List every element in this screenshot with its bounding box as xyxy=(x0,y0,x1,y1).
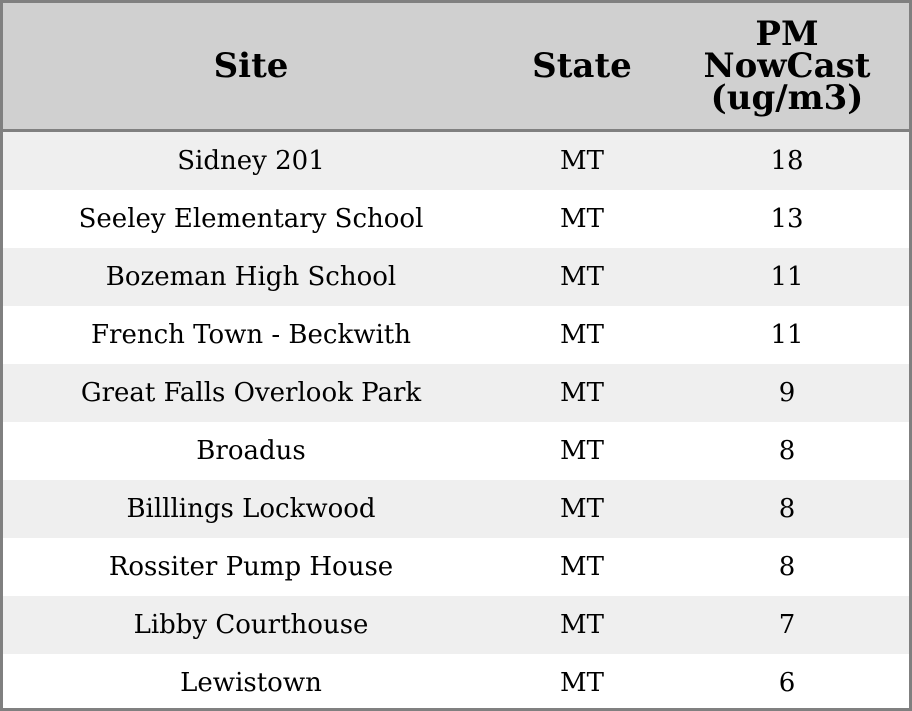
cell-state: MT xyxy=(560,262,604,292)
table-body xyxy=(3,132,909,711)
cell-state: MT xyxy=(560,204,604,234)
cell-site: Rossiter Pump House xyxy=(108,552,394,582)
cell-pm-nowcast: 8 xyxy=(778,436,796,466)
table-row xyxy=(3,654,909,711)
cell-pm-nowcast: 11 xyxy=(770,262,804,292)
cell-state: MT xyxy=(560,494,604,524)
cell-state: MT xyxy=(560,436,604,466)
cell-pm-nowcast: 8 xyxy=(778,552,796,582)
header-pm-line-3: (ug/m3) xyxy=(710,78,864,118)
cell-pm-nowcast: 8 xyxy=(778,494,796,524)
cell-pm-nowcast: 6 xyxy=(778,668,796,698)
cell-state: MT xyxy=(560,668,604,698)
cell-site: Broadus xyxy=(196,436,306,466)
cell-pm-nowcast: 18 xyxy=(770,146,804,176)
cell-site: Libby Courthouse xyxy=(133,610,369,640)
table-row xyxy=(3,132,909,190)
table-row xyxy=(3,422,909,480)
cell-state: MT xyxy=(560,552,604,582)
table-row xyxy=(3,190,909,248)
cell-site: Bozeman High School xyxy=(105,262,397,292)
cell-site: French Town - Beckwith xyxy=(90,320,412,350)
table-header xyxy=(3,3,909,132)
header-state xyxy=(499,3,665,129)
header-pm-nowcast-label xyxy=(703,14,871,118)
cell-state: MT xyxy=(560,320,604,350)
table-row xyxy=(3,538,909,596)
cell-pm-nowcast: 13 xyxy=(770,204,804,234)
cell-site: Great Falls Overlook Park xyxy=(80,378,422,408)
table-row xyxy=(3,306,909,364)
cell-site: Sidney 201 xyxy=(177,146,325,176)
header-site xyxy=(3,3,499,129)
cell-state: MT xyxy=(560,378,604,408)
table-row xyxy=(3,480,909,538)
cell-state: MT xyxy=(560,610,604,640)
cell-pm-nowcast: 9 xyxy=(778,378,796,408)
cell-site: Lewistown xyxy=(180,668,322,698)
header-site-label: Site xyxy=(213,46,289,86)
table-row xyxy=(3,596,909,654)
header-state-label: State xyxy=(532,46,632,86)
header-pm-line-1: PM xyxy=(755,14,819,54)
cell-pm-nowcast: 7 xyxy=(778,610,796,640)
cell-site: Seeley Elementary School xyxy=(78,204,424,234)
cell-site: Billlings Lockwood xyxy=(126,494,376,524)
header-pm-nowcast xyxy=(665,3,909,129)
table-row xyxy=(3,364,909,422)
cell-state: MT xyxy=(560,146,604,176)
header-pm-line-2: NowCast xyxy=(703,46,871,86)
table-row xyxy=(3,248,909,306)
cell-pm-nowcast: 11 xyxy=(770,320,804,350)
